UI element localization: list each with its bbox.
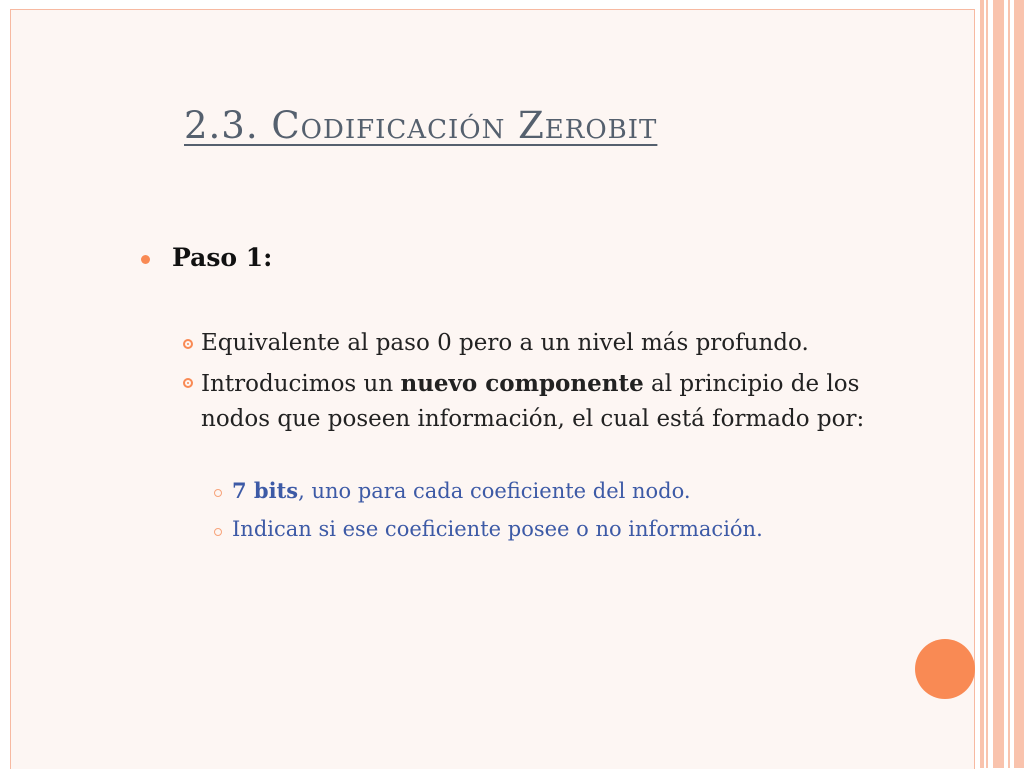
level1-label: Paso 1: <box>172 243 273 272</box>
ring-bullet-icon <box>183 378 193 388</box>
decor-circle <box>915 639 975 699</box>
subbullet-text <box>232 478 691 503</box>
bullet-dot-icon <box>141 255 150 264</box>
slide-title: 2.3. Codificación Zerobit <box>184 104 658 147</box>
subbullet-ring-icon <box>214 528 222 536</box>
decor-stripe <box>1014 0 1024 768</box>
decor-stripe <box>986 0 988 768</box>
subbullet-bold: 7 bits <box>232 478 299 503</box>
decor-stripe <box>1008 0 1010 768</box>
subbullet-rest: , uno para cada coeficiente del nodo. <box>298 479 691 503</box>
bullet-suffix: al principio de los nodos que poseen información, el cual está formado por: <box>201 371 865 432</box>
bullet-bold: nuevo componente <box>400 370 644 397</box>
bullet-text <box>201 366 921 437</box>
subbullet-text: Indican si ese coeficiente posee o no información. <box>232 517 763 541</box>
subbullet-ring-icon <box>214 489 222 497</box>
bullet-prefix: Introducimos un <box>201 371 401 397</box>
decor-stripe <box>980 0 984 768</box>
bullet-text: Equivalente al paso 0 pero a un nivel más profundo. <box>201 330 809 356</box>
ring-bullet-icon <box>183 339 193 349</box>
decor-stripe <box>993 0 1004 768</box>
